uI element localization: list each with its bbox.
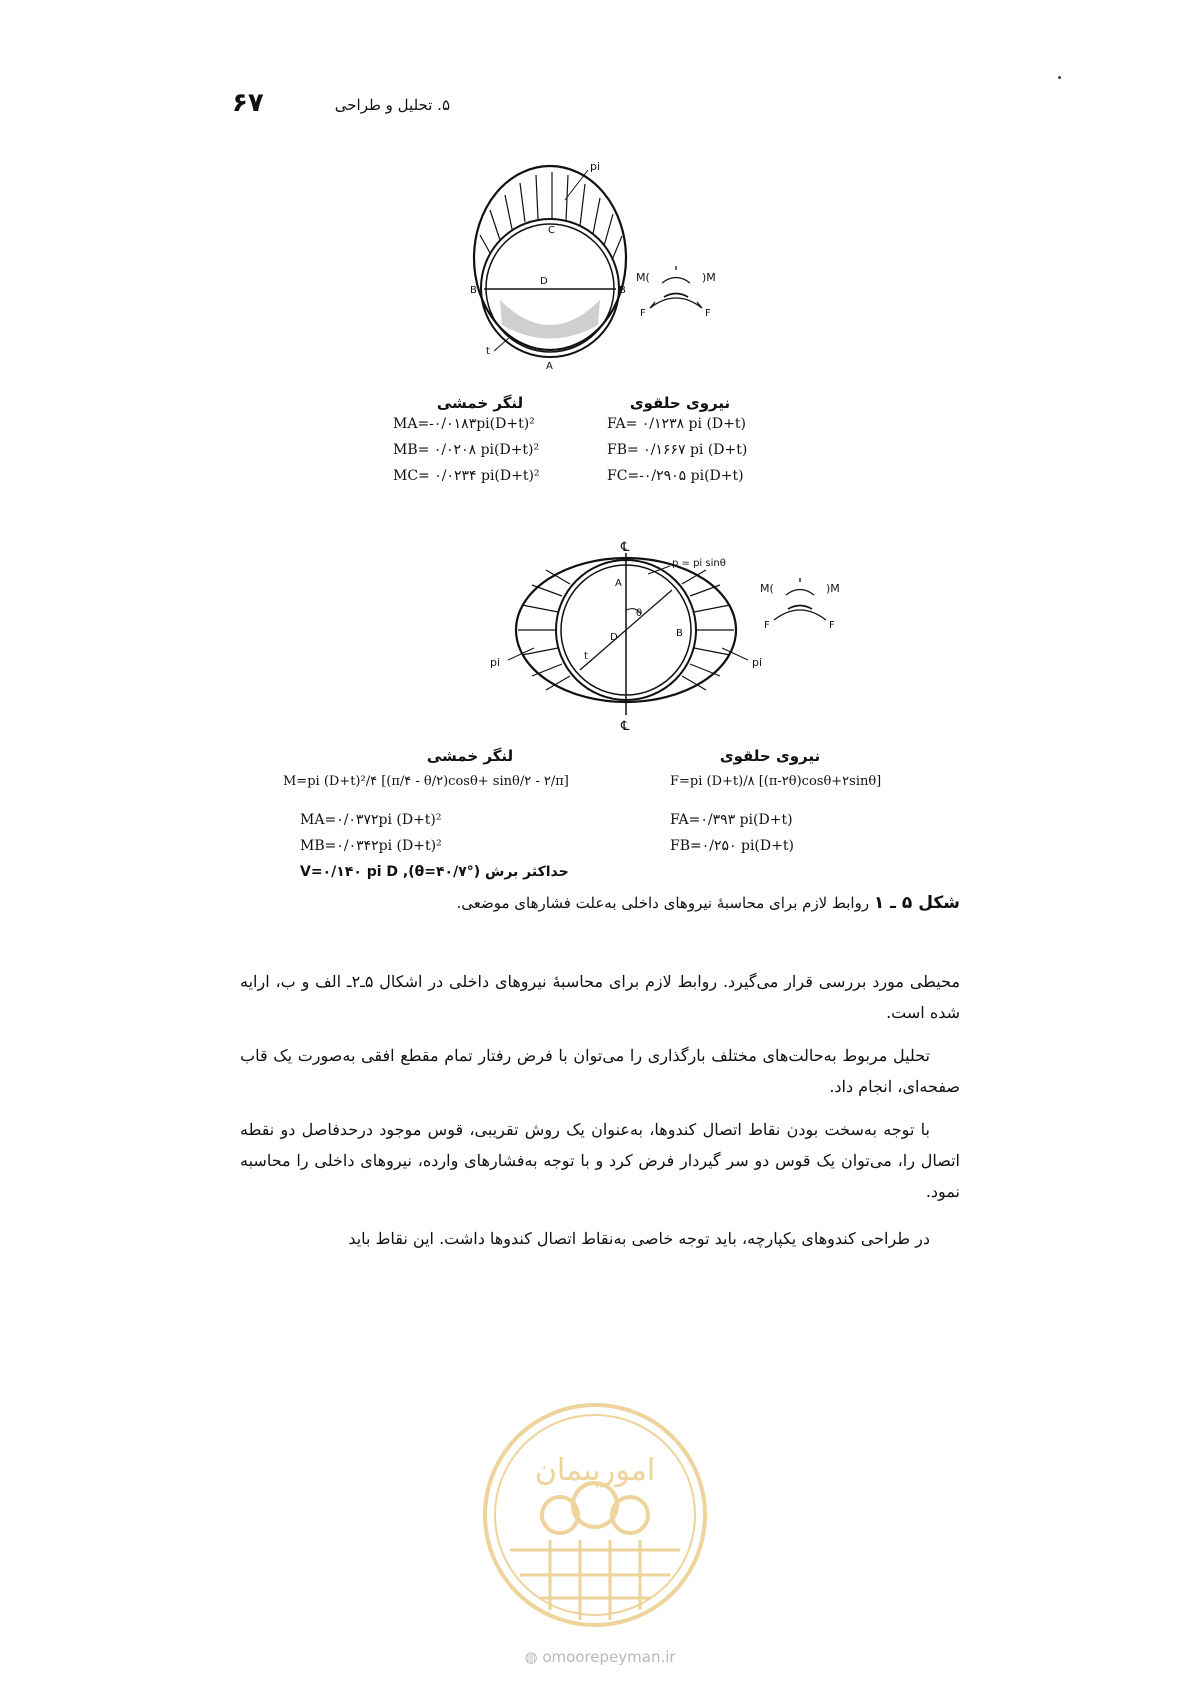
fig2-force-eq-b: FB=۰/۲۵۰ pi(D+t) [670, 838, 794, 854]
fig2-moment-eq-a: MA=۰/۰۳۷۲pi (D+t)² [300, 812, 442, 828]
fig1-label-f-right: F [705, 308, 711, 319]
fig2-label-a: A [615, 578, 622, 589]
watermark-url [490, 1648, 710, 1666]
figure-caption [410, 893, 960, 913]
figure2-diagram [508, 553, 748, 715]
fig2-label-b: B [676, 628, 683, 639]
fig2-label-f-right: F [829, 620, 835, 631]
fig2-force-general: F=pi (D+t)/۸ [(π-۲θ)cosθ+۲sinθ] [670, 774, 882, 789]
fig2-label-m-left: M( [760, 582, 774, 595]
paragraph-3: با توجه به‌سخت بودن نقاط اتصال کندوها، به‌عنوان یک روش تقریبی، قوس موجود درحدفاصل دو نقطه اتصال را، می‌توان یک قوس دو سر گیردار فرض کرد و با توجه به‌فشارهای وارده، نیروهای داخلی را محاسبه نمود. [240, 1120, 960, 1201]
fig2-label-m-right: )M [826, 582, 840, 595]
fig2-sign-convention [774, 578, 826, 620]
caption-text: روابط لازم برای محاسبهٔ نیروهای داخلی به‌علت فشارهای موضعی. [456, 894, 870, 912]
caption-label: شکل ۵ ـ ۱ [873, 893, 960, 913]
watermark-url-text: omoorepeyman.ir [542, 1648, 676, 1666]
fig2-label-cl-top: ℄ [621, 540, 630, 555]
fig2-label-cl-bottom: ℄ [621, 719, 630, 734]
fig1-fill [500, 300, 600, 339]
fig2-label-theta: θ [636, 608, 643, 619]
paragraph-4: در طراحی کندوهای یکپارچه، باید توجه خاصی به‌نقاط اتصال کندوها داشت. این نقاط باید [348, 1229, 930, 1248]
fig2-moment-general: M=pi (D+t)²/۴ [(π/۴ - θ/۲)cosθ+ sinθ/۲ - ۲/π] [283, 774, 569, 789]
fig2-label-d: D [610, 632, 618, 643]
fig2-label-p-eq: p = pi sinθ [672, 558, 726, 569]
page-number: ۶۷ [232, 88, 264, 118]
fig1-label-b-right: B [619, 285, 626, 296]
paragraph-1: محیطی مورد بررسی قرار می‌گیرد. روابط لازم برای محاسبهٔ نیروهای داخلی در اشکال ۵ـ۲ـ الف و ب، ارایه شده است. [240, 972, 961, 1022]
fig2-moment-eq-b: MB=۰/۰۳۴۲pi (D+t)² [300, 838, 442, 854]
fig1-label-m-right: )M [702, 271, 716, 284]
fig1-label-a: A [546, 361, 553, 372]
fig1-force-eq-c: FC=-۰/۲۹۰۵ pi(D+t) [607, 468, 744, 484]
fig1-label-b-left: B [470, 285, 477, 296]
fig1-force-heading: نیروی حلقوی [629, 394, 731, 412]
fig1-label-d: D [540, 276, 548, 287]
chapter-title: ۵. تحلیل و طراحی [334, 96, 450, 114]
fig1-moment-eq-b: MB= ۰/۰۲۰۸ pi(D+t)² [393, 442, 540, 458]
fig1-label-t: t [486, 346, 490, 357]
fig1-label-f-left: F [640, 308, 646, 319]
watermark-logo-text: امورپیمان [534, 1453, 656, 1488]
figure1-diagram [474, 166, 626, 357]
fig1-moment-heading: لنگر خمشی [436, 394, 524, 412]
fig1-label-pi: pi [590, 160, 601, 173]
fig2-force-heading: نیروی حلقوی [719, 747, 821, 765]
fig1-moment-eq-a: MA=-۰/۰۱۸۳pi(D+t)² [393, 416, 535, 432]
fig2-moment-heading: لنگر خمشی [426, 747, 514, 765]
watermark-logo [480, 1400, 710, 1630]
fig2-label-t: t [584, 651, 588, 662]
watermark-globe-icon: ◍ [524, 1648, 538, 1666]
fig2-label-f-left: F [764, 620, 770, 631]
fig2-shear-eq: V=۰/۱۴۰ pi D ,(θ=۴۰/۷°) حداکثر برش [300, 864, 569, 880]
fig2-label-pi-right: pi [752, 656, 763, 669]
fig1-label-c: C [548, 225, 555, 236]
fig2-force-eq-a: FA=۰/۳۹۳ pi(D+t) [670, 812, 793, 828]
paragraph-2: تحلیل مربوط به‌حالت‌های مختلف بارگذاری را می‌توان با فرض رفتار تمام مقطع افقی به‌صورت یک قاب صفحه‌ای، انجام داد. [240, 1046, 960, 1096]
fig1-sign-convention [650, 266, 702, 308]
fig1-moment-eq-c: MC= ۰/۰۲۳۴ pi(D+t)² [393, 468, 540, 484]
fig1-label-m-left: M( [636, 271, 650, 284]
fig1-force-eq-b: FB= ۰/۱۶۶۷ pi (D+t) [607, 442, 748, 458]
fig1-force-eq-a: FA= ۰/۱۲۳۸ pi (D+t) [607, 416, 746, 432]
fig2-label-pi-left: pi [490, 656, 501, 669]
